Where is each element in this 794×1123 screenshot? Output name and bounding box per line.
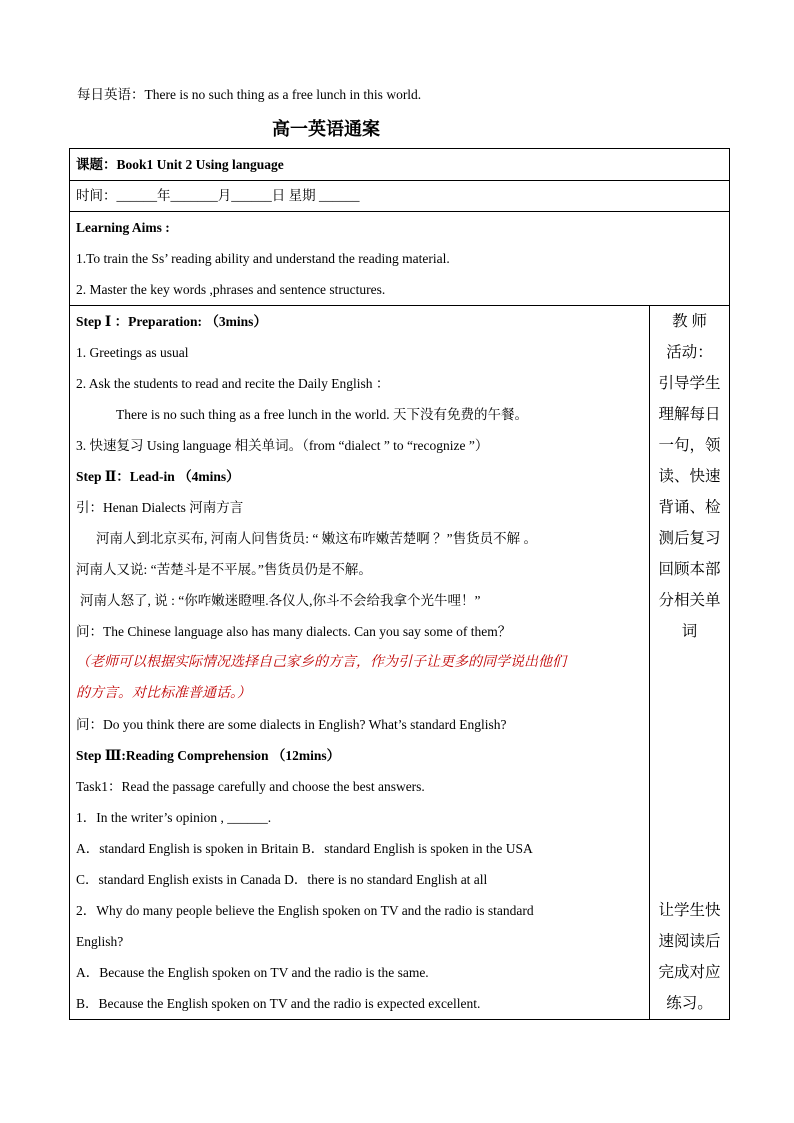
teacher-note-line: 让学生快 <box>658 902 721 919</box>
teacher-activity-cell <box>650 306 730 1020</box>
page-title: 高一英语通案 <box>272 119 380 139</box>
content-line: 河南人到北京买布, 河南人问售货员: “ 嫩这布咋嫩苦楚啊 ？”售货员不解 。 <box>96 531 537 546</box>
content-line: A．standard English is spoken in Britain B．standard English is spoken in the USA <box>76 841 533 856</box>
aims-line: 2. Master the key words ,phrases and sentence structures. <box>76 282 386 297</box>
content-line: There is no such thing as a free lunch in the world. 天下没有免费的午餐。 <box>116 407 529 422</box>
content-line: 问：The Chinese language also has many dialects. Can you say some of them？ <box>76 624 512 639</box>
teacher-note-line: 练习。 <box>666 995 713 1012</box>
teacher-note-line: 分相关单 <box>658 592 721 609</box>
teacher-note-line: 测后复习 <box>658 530 721 547</box>
teacher-note-line: 背诵、检 <box>658 499 721 516</box>
aims-cell <box>70 212 730 306</box>
step-heading: Step Ⅲ:Reading Comprehension （12mins） <box>76 748 341 763</box>
teacher-note: 的方言。对比标准普通话。） <box>76 686 251 701</box>
content-line: 引：Henan Dialects 河南方言 <box>76 500 244 515</box>
spacer <box>652 647 727 895</box>
teacher-note-line: 完成对应 <box>658 964 721 981</box>
time-cell <box>70 181 730 212</box>
content-line: 3. 快速复习 Using language 相关单词。（from “dialect ” to “recognize ”） <box>76 438 489 453</box>
main-content-cell <box>70 306 650 1020</box>
content-line: English? <box>76 934 124 949</box>
content-line: 河南人怒了, 说 : “你咋嫩迷瞪哩.各仪人,你斗不会给我拿个光牛哩！” <box>80 593 481 608</box>
content-line: 2. Ask the students to read and recite the Daily English ： <box>76 376 390 391</box>
lesson-plan-table <box>69 148 730 1020</box>
content-line: C．standard English exists in Canada D．there is no standard English at all <box>76 872 488 887</box>
teacher-note-line: 速阅读后 <box>658 933 721 950</box>
content-line: 问：Do you think there are some dialects in English? What’s standard English? <box>76 717 507 732</box>
daily-english-line: 每日英语：There is no such thing as a free lunch in this world. <box>77 87 422 102</box>
topic-cell <box>70 149 730 181</box>
content-line: 1．In the writer’s opinion , ______. <box>76 810 272 825</box>
teacher-note-line: 引导学生 <box>658 375 721 392</box>
teacher-note-line: 教 师 <box>672 313 707 330</box>
aims-heading: Learning Aims : <box>76 220 170 235</box>
teacher-note: （老师可以根据实际情况选择自己家乡的方言，作为引子让更多的同学说出他们 <box>76 655 566 670</box>
topic-line: 课题：Book1 Unit 2 Using language <box>76 157 284 172</box>
step-heading: Step Ⅱ：Lead-in （4mins） <box>76 469 240 484</box>
teacher-note-line: 回顾本部 <box>658 561 721 578</box>
content-line: B．Because the English spoken on TV and the radio is expected excellent. <box>76 996 481 1011</box>
teacher-note-line: 活动： <box>666 344 713 361</box>
teacher-note-line: 读、快速 <box>658 468 721 485</box>
content-line: A．Because the English spoken on TV and the radio is the same. <box>76 965 429 980</box>
content-line: 2．Why do many people believe the English spoken on TV and the radio is standard <box>76 903 534 918</box>
teacher-note-line: 理解每日 <box>658 406 721 423</box>
content-line: 1. Greetings as usual <box>76 345 189 360</box>
content-line: 河南人又说: “苦楚斗是不平展。”售货员仍是不解。 <box>76 562 372 577</box>
step-heading: Step Ⅰ ：Preparation: （3mins） <box>76 314 267 329</box>
aims-line: 1.To train the Ss’ reading ability and understand the reading material. <box>76 251 450 266</box>
teacher-note-line: 词 <box>681 623 698 640</box>
time-line: 时间：______年_______月______日 星期 ______ <box>76 188 360 203</box>
content-line: Task1：Read the passage carefully and choose the best answers. <box>76 779 425 794</box>
teacher-note-line: 一句，领 <box>658 437 721 454</box>
